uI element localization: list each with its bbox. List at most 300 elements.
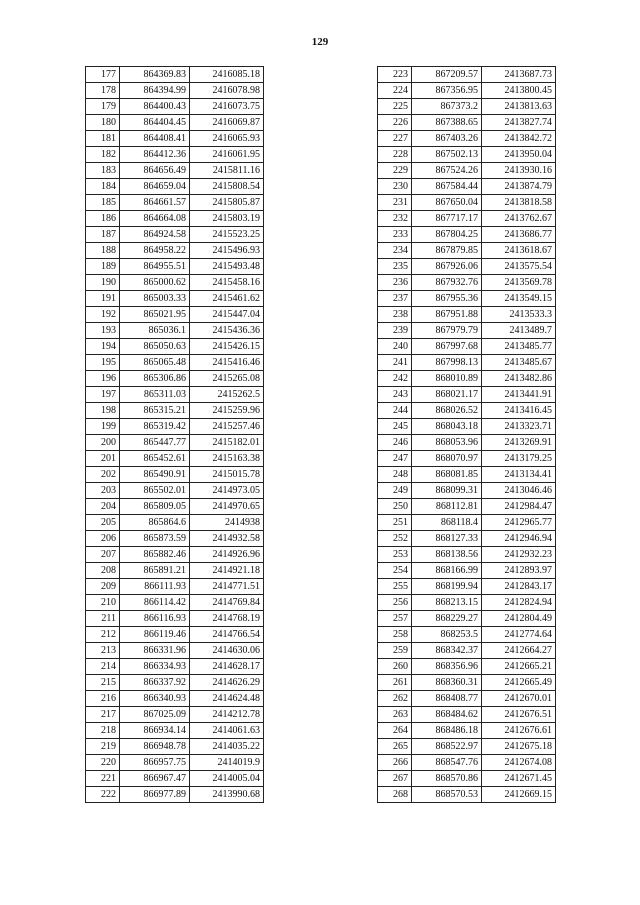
y-coordinate-cell: 2415426.15	[190, 339, 264, 355]
point-number-cell: 180	[86, 115, 120, 131]
point-number-cell: 183	[86, 163, 120, 179]
y-coordinate-cell: 2415163.38	[190, 451, 264, 467]
y-coordinate-cell: 2413269.91	[482, 435, 556, 451]
table-row	[86, 275, 264, 291]
x-coordinate-cell: 868026.52	[412, 403, 482, 419]
y-coordinate-cell: 2416069.87	[190, 115, 264, 131]
x-coordinate-cell: 867403.26	[412, 131, 482, 147]
point-number-cell: 210	[86, 595, 120, 611]
point-number-cell: 267	[378, 771, 412, 787]
y-coordinate-cell: 2416061.95	[190, 147, 264, 163]
x-coordinate-cell: 865891.21	[120, 563, 190, 579]
x-coordinate-cell: 867926.06	[412, 259, 482, 275]
y-coordinate-cell: 2415447.04	[190, 307, 264, 323]
point-number-cell: 234	[378, 243, 412, 259]
table-row	[86, 67, 264, 83]
table-row	[378, 67, 556, 83]
y-coordinate-cell: 2413489.7	[482, 323, 556, 339]
table-row	[378, 99, 556, 115]
x-coordinate-cell: 864404.45	[120, 115, 190, 131]
x-coordinate-cell: 864659.04	[120, 179, 190, 195]
point-number-cell: 257	[378, 611, 412, 627]
x-coordinate-cell: 868522.97	[412, 739, 482, 755]
point-number-cell: 247	[378, 451, 412, 467]
x-coordinate-cell: 866334.93	[120, 659, 190, 675]
table-row	[378, 531, 556, 547]
x-coordinate-cell: 867932.76	[412, 275, 482, 291]
y-coordinate-cell: 2413134.41	[482, 467, 556, 483]
point-number-cell: 231	[378, 195, 412, 211]
y-coordinate-cell: 2413762.67	[482, 211, 556, 227]
point-number-cell: 237	[378, 291, 412, 307]
point-number-cell: 215	[86, 675, 120, 691]
point-number-cell: 219	[86, 739, 120, 755]
y-coordinate-cell: 2413569.78	[482, 275, 556, 291]
x-coordinate-cell: 866957.75	[120, 755, 190, 771]
y-coordinate-cell: 2412676.51	[482, 707, 556, 723]
point-number-cell: 177	[86, 67, 120, 83]
x-coordinate-cell: 868118.4	[412, 515, 482, 531]
x-coordinate-cell: 864394.99	[120, 83, 190, 99]
point-number-cell: 204	[86, 499, 120, 515]
x-coordinate-cell: 865502.01	[120, 483, 190, 499]
x-coordinate-cell: 868570.86	[412, 771, 482, 787]
y-coordinate-cell: 2414005.04	[190, 771, 264, 787]
y-coordinate-cell: 2412843.17	[482, 579, 556, 595]
y-coordinate-cell: 2413818.58	[482, 195, 556, 211]
point-number-cell: 178	[86, 83, 120, 99]
y-coordinate-cell: 2413874.79	[482, 179, 556, 195]
table-row	[86, 707, 264, 723]
point-number-cell: 249	[378, 483, 412, 499]
y-coordinate-cell: 2415458.16	[190, 275, 264, 291]
y-coordinate-cell: 2415805.87	[190, 195, 264, 211]
y-coordinate-cell: 2412804.49	[482, 611, 556, 627]
x-coordinate-cell: 868199.94	[412, 579, 482, 595]
table-row	[86, 483, 264, 499]
point-number-cell: 246	[378, 435, 412, 451]
point-number-cell: 188	[86, 243, 120, 259]
point-number-cell: 230	[378, 179, 412, 195]
point-number-cell: 228	[378, 147, 412, 163]
point-number-cell: 211	[86, 611, 120, 627]
y-coordinate-cell: 2413416.45	[482, 403, 556, 419]
table-row	[86, 563, 264, 579]
point-number-cell: 192	[86, 307, 120, 323]
x-coordinate-cell: 865000.62	[120, 275, 190, 291]
y-coordinate-cell: 2412893.97	[482, 563, 556, 579]
x-coordinate-cell: 864369.83	[120, 67, 190, 83]
table-row	[378, 275, 556, 291]
x-coordinate-cell: 866119.46	[120, 627, 190, 643]
x-coordinate-cell: 866967.47	[120, 771, 190, 787]
y-coordinate-cell: 2412774.64	[482, 627, 556, 643]
table-row	[378, 355, 556, 371]
table-row	[378, 419, 556, 435]
x-coordinate-cell: 864400.43	[120, 99, 190, 115]
table-row	[86, 531, 264, 547]
table-row	[86, 403, 264, 419]
y-coordinate-cell: 2413533.3	[482, 307, 556, 323]
y-coordinate-cell: 2414973.05	[190, 483, 264, 499]
table-row	[86, 131, 264, 147]
y-coordinate-cell: 2415015.78	[190, 467, 264, 483]
table-row	[86, 323, 264, 339]
point-number-cell: 185	[86, 195, 120, 211]
x-coordinate-cell: 864412.36	[120, 147, 190, 163]
point-number-cell: 182	[86, 147, 120, 163]
point-number-cell: 209	[86, 579, 120, 595]
x-coordinate-cell: 865315.21	[120, 403, 190, 419]
table-row	[378, 723, 556, 739]
point-number-cell: 255	[378, 579, 412, 595]
table-row	[378, 755, 556, 771]
x-coordinate-cell: 866977.89	[120, 787, 190, 803]
coordinates-table-right	[377, 66, 556, 803]
point-number-cell: 206	[86, 531, 120, 547]
y-coordinate-cell: 2413046.46	[482, 483, 556, 499]
point-number-cell: 220	[86, 755, 120, 771]
table-row	[378, 627, 556, 643]
point-number-cell: 264	[378, 723, 412, 739]
table-row	[86, 435, 264, 451]
point-number-cell: 260	[378, 659, 412, 675]
x-coordinate-cell: 865021.95	[120, 307, 190, 323]
y-coordinate-cell: 2413549.15	[482, 291, 556, 307]
table-row	[378, 499, 556, 515]
table-row	[378, 691, 556, 707]
y-coordinate-cell: 2413687.73	[482, 67, 556, 83]
point-number-cell: 179	[86, 99, 120, 115]
x-coordinate-cell: 865490.91	[120, 467, 190, 483]
point-number-cell: 214	[86, 659, 120, 675]
y-coordinate-cell: 2415436.36	[190, 323, 264, 339]
point-number-cell: 193	[86, 323, 120, 339]
y-coordinate-cell: 2414766.54	[190, 627, 264, 643]
x-coordinate-cell: 867209.57	[412, 67, 482, 83]
table-row	[378, 307, 556, 323]
point-number-cell: 187	[86, 227, 120, 243]
table-body-left	[86, 67, 264, 803]
y-coordinate-cell: 2415416.46	[190, 355, 264, 371]
table-row	[378, 115, 556, 131]
table-row	[378, 195, 556, 211]
x-coordinate-cell: 868081.85	[412, 467, 482, 483]
x-coordinate-cell: 866934.14	[120, 723, 190, 739]
y-coordinate-cell: 2413813.63	[482, 99, 556, 115]
point-number-cell: 201	[86, 451, 120, 467]
point-number-cell: 190	[86, 275, 120, 291]
x-coordinate-cell: 867717.17	[412, 211, 482, 227]
y-coordinate-cell: 2412671.45	[482, 771, 556, 787]
point-number-cell: 186	[86, 211, 120, 227]
x-coordinate-cell: 865065.48	[120, 355, 190, 371]
table-row	[378, 707, 556, 723]
point-number-cell: 263	[378, 707, 412, 723]
table-row	[86, 211, 264, 227]
x-coordinate-cell: 867979.79	[412, 323, 482, 339]
y-coordinate-cell: 2412675.18	[482, 739, 556, 755]
table-row	[86, 723, 264, 739]
point-number-cell: 261	[378, 675, 412, 691]
x-coordinate-cell: 868112.81	[412, 499, 482, 515]
point-number-cell: 240	[378, 339, 412, 355]
y-coordinate-cell: 2415496.93	[190, 243, 264, 259]
x-coordinate-cell: 867524.26	[412, 163, 482, 179]
coordinates-table-left	[85, 66, 264, 803]
x-coordinate-cell: 865882.46	[120, 547, 190, 563]
y-coordinate-cell: 2414938	[190, 515, 264, 531]
point-number-cell: 266	[378, 755, 412, 771]
point-number-cell: 244	[378, 403, 412, 419]
table-row	[86, 659, 264, 675]
point-number-cell: 223	[378, 67, 412, 83]
point-number-cell: 200	[86, 435, 120, 451]
table-row	[86, 371, 264, 387]
table-row	[86, 115, 264, 131]
y-coordinate-cell: 2415259.96	[190, 403, 264, 419]
table-row	[86, 355, 264, 371]
table-row	[86, 595, 264, 611]
point-number-cell: 265	[378, 739, 412, 755]
y-coordinate-cell: 2413950.04	[482, 147, 556, 163]
x-coordinate-cell: 866337.92	[120, 675, 190, 691]
table-row	[378, 163, 556, 179]
y-coordinate-cell: 2413686.77	[482, 227, 556, 243]
table-row	[86, 259, 264, 275]
point-number-cell: 239	[378, 323, 412, 339]
x-coordinate-cell: 866340.93	[120, 691, 190, 707]
point-number-cell: 207	[86, 547, 120, 563]
y-coordinate-cell: 2414061.63	[190, 723, 264, 739]
y-coordinate-cell: 2414626.29	[190, 675, 264, 691]
x-coordinate-cell: 864955.51	[120, 259, 190, 275]
x-coordinate-cell: 865452.61	[120, 451, 190, 467]
table-row	[378, 483, 556, 499]
x-coordinate-cell: 868053.96	[412, 435, 482, 451]
y-coordinate-cell: 2415523.25	[190, 227, 264, 243]
table-row	[86, 611, 264, 627]
y-coordinate-cell: 2413930.16	[482, 163, 556, 179]
x-coordinate-cell: 868408.77	[412, 691, 482, 707]
y-coordinate-cell: 2413842.72	[482, 131, 556, 147]
y-coordinate-cell: 2414932.58	[190, 531, 264, 547]
y-coordinate-cell: 2413179.25	[482, 451, 556, 467]
y-coordinate-cell: 2412674.08	[482, 755, 556, 771]
table-row	[86, 179, 264, 195]
point-number-cell: 226	[378, 115, 412, 131]
table-row	[86, 499, 264, 515]
y-coordinate-cell: 2412670.01	[482, 691, 556, 707]
table-row	[378, 659, 556, 675]
point-number-cell: 191	[86, 291, 120, 307]
table-row	[378, 771, 556, 787]
table-row	[378, 563, 556, 579]
x-coordinate-cell: 865809.05	[120, 499, 190, 515]
x-coordinate-cell: 865306.86	[120, 371, 190, 387]
x-coordinate-cell: 865311.03	[120, 387, 190, 403]
table-row	[378, 515, 556, 531]
x-coordinate-cell: 867879.85	[412, 243, 482, 259]
point-number-cell: 248	[378, 467, 412, 483]
x-coordinate-cell: 868342.37	[412, 643, 482, 659]
x-coordinate-cell: 868138.56	[412, 547, 482, 563]
point-number-cell: 241	[378, 355, 412, 371]
y-coordinate-cell: 2414624.48	[190, 691, 264, 707]
y-coordinate-cell: 2414019.9	[190, 755, 264, 771]
table-row	[378, 451, 556, 467]
x-coordinate-cell: 867955.36	[412, 291, 482, 307]
y-coordinate-cell: 2412984.47	[482, 499, 556, 515]
x-coordinate-cell: 868213.15	[412, 595, 482, 611]
y-coordinate-cell: 2416073.75	[190, 99, 264, 115]
point-number-cell: 221	[86, 771, 120, 787]
point-number-cell: 233	[378, 227, 412, 243]
table-row	[378, 387, 556, 403]
x-coordinate-cell: 868547.76	[412, 755, 482, 771]
x-coordinate-cell: 865447.77	[120, 435, 190, 451]
y-coordinate-cell: 2414768.19	[190, 611, 264, 627]
y-coordinate-cell: 2414926.96	[190, 547, 264, 563]
table-row	[378, 547, 556, 563]
x-coordinate-cell: 868229.27	[412, 611, 482, 627]
point-number-cell: 216	[86, 691, 120, 707]
table-row	[378, 83, 556, 99]
point-number-cell: 222	[86, 787, 120, 803]
point-number-cell: 232	[378, 211, 412, 227]
table-row	[378, 259, 556, 275]
point-number-cell: 189	[86, 259, 120, 275]
point-number-cell: 205	[86, 515, 120, 531]
point-number-cell: 259	[378, 643, 412, 659]
x-coordinate-cell: 868043.18	[412, 419, 482, 435]
y-coordinate-cell: 2415262.5	[190, 387, 264, 403]
x-coordinate-cell: 864924.58	[120, 227, 190, 243]
point-number-cell: 258	[378, 627, 412, 643]
table-row	[86, 547, 264, 563]
table-row	[378, 467, 556, 483]
x-coordinate-cell: 865319.42	[120, 419, 190, 435]
point-number-cell: 229	[378, 163, 412, 179]
table-row	[86, 467, 264, 483]
y-coordinate-cell: 2413482.86	[482, 371, 556, 387]
x-coordinate-cell: 867951.88	[412, 307, 482, 323]
point-number-cell: 238	[378, 307, 412, 323]
x-coordinate-cell: 867998.13	[412, 355, 482, 371]
x-coordinate-cell: 867502.13	[412, 147, 482, 163]
y-coordinate-cell: 2414035.22	[190, 739, 264, 755]
table-row	[378, 435, 556, 451]
x-coordinate-cell: 866948.78	[120, 739, 190, 755]
point-number-cell: 235	[378, 259, 412, 275]
point-number-cell: 195	[86, 355, 120, 371]
y-coordinate-cell: 2415461.62	[190, 291, 264, 307]
table-row	[86, 291, 264, 307]
x-coordinate-cell: 867804.25	[412, 227, 482, 243]
table-row	[86, 243, 264, 259]
table-row	[86, 387, 264, 403]
point-number-cell: 202	[86, 467, 120, 483]
point-number-cell: 208	[86, 563, 120, 579]
y-coordinate-cell: 2412946.94	[482, 531, 556, 547]
y-coordinate-cell: 2412664.27	[482, 643, 556, 659]
point-number-cell: 245	[378, 419, 412, 435]
point-number-cell: 196	[86, 371, 120, 387]
x-coordinate-cell: 867025.09	[120, 707, 190, 723]
y-coordinate-cell: 2412824.94	[482, 595, 556, 611]
point-number-cell: 181	[86, 131, 120, 147]
point-number-cell: 218	[86, 723, 120, 739]
x-coordinate-cell: 866331.96	[120, 643, 190, 659]
x-coordinate-cell: 865036.1	[120, 323, 190, 339]
table-row	[86, 691, 264, 707]
y-coordinate-cell: 2415493.48	[190, 259, 264, 275]
point-number-cell: 203	[86, 483, 120, 499]
table-row	[86, 755, 264, 771]
x-coordinate-cell: 867356.95	[412, 83, 482, 99]
y-coordinate-cell: 2415811.16	[190, 163, 264, 179]
table-row	[378, 339, 556, 355]
page-number: 129	[311, 36, 329, 48]
point-number-cell: 242	[378, 371, 412, 387]
table-row	[378, 179, 556, 195]
table-row	[86, 643, 264, 659]
table-row	[378, 211, 556, 227]
x-coordinate-cell: 868253.5	[412, 627, 482, 643]
x-coordinate-cell: 864656.49	[120, 163, 190, 179]
x-coordinate-cell: 867373.2	[412, 99, 482, 115]
y-coordinate-cell: 2414921.18	[190, 563, 264, 579]
y-coordinate-cell: 2413323.71	[482, 419, 556, 435]
y-coordinate-cell: 2415182.01	[190, 435, 264, 451]
point-number-cell: 262	[378, 691, 412, 707]
point-number-cell: 227	[378, 131, 412, 147]
y-coordinate-cell: 2413618.67	[482, 243, 556, 259]
table-body-right	[378, 67, 556, 803]
x-coordinate-cell: 867650.04	[412, 195, 482, 211]
y-coordinate-cell: 2412932.23	[482, 547, 556, 563]
point-number-cell: 268	[378, 787, 412, 803]
x-coordinate-cell: 868360.31	[412, 675, 482, 691]
y-coordinate-cell: 2415808.54	[190, 179, 264, 195]
point-number-cell: 213	[86, 643, 120, 659]
y-coordinate-cell: 2413441.91	[482, 387, 556, 403]
table-row	[378, 131, 556, 147]
y-coordinate-cell: 2415257.46	[190, 419, 264, 435]
x-coordinate-cell: 865864.6	[120, 515, 190, 531]
table-row	[86, 99, 264, 115]
x-coordinate-cell: 866116.93	[120, 611, 190, 627]
table-row	[86, 147, 264, 163]
table-row	[86, 451, 264, 467]
y-coordinate-cell: 2413990.68	[190, 787, 264, 803]
table-row	[86, 419, 264, 435]
x-coordinate-cell: 864958.22	[120, 243, 190, 259]
table-row	[378, 611, 556, 627]
table-row	[378, 227, 556, 243]
point-number-cell: 225	[378, 99, 412, 115]
y-coordinate-cell: 2415803.19	[190, 211, 264, 227]
y-coordinate-cell: 2415265.08	[190, 371, 264, 387]
point-number-cell: 252	[378, 531, 412, 547]
point-number-cell: 250	[378, 499, 412, 515]
x-coordinate-cell: 865873.59	[120, 531, 190, 547]
table-row	[378, 371, 556, 387]
table-row	[86, 339, 264, 355]
table-row	[86, 83, 264, 99]
point-number-cell: 254	[378, 563, 412, 579]
y-coordinate-cell: 2416078.98	[190, 83, 264, 99]
